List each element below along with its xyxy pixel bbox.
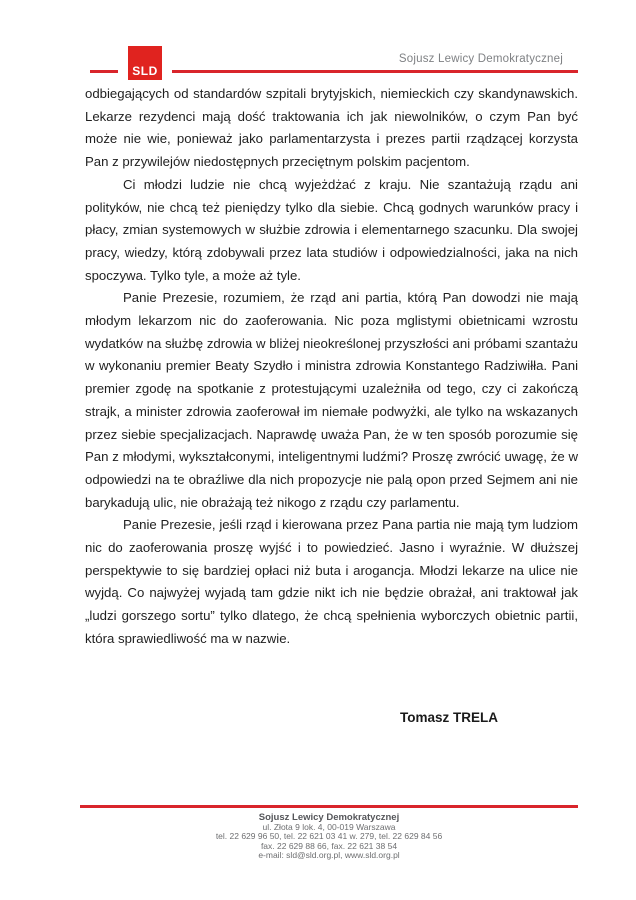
header-org-name: Sojusz Lewicy Demokratycznej <box>398 53 563 65</box>
footer-contact-block <box>80 812 578 860</box>
footer-address: ul. Złota 9 lok. 4, 00-019 Warszawa <box>262 822 396 832</box>
header-dash <box>90 70 118 73</box>
sld-logo-text: SLD <box>132 64 158 78</box>
footer-rule <box>80 805 578 808</box>
sld-logo <box>128 46 162 80</box>
footer-fax: fax. 22 629 88 66, fax. 22 621 38 54 <box>260 840 398 851</box>
footer-email-web: e-mail: sld@sld.org.pl, www.sld.org.pl <box>258 849 400 860</box>
letter-body <box>85 83 578 729</box>
paragraph-1: odbiegających od standardów szpitali brytyjskich, niemieckich czy skandynawskich. Lekarze rezydenci mają dość traktowania ich jak niewolników, o czym Pan być może nie wie, ponieważ jako parlamentarzysta i prezes partii rządzącej korzysta Pan z przywilejów niedostępnych przeciętnym polskim pacjentom. <box>85 86 578 170</box>
paragraph-3: Panie Prezesie, rozumiem, że rząd ani partia, którą Pan dowodzi nie mają młodym lekarzom nic do zaoferowania. Nic poza mglistymi obietnicami wzrostu wydatków na służbę zdrowia w bliżej nieokreślonej przyszłości ani próbami szantażu w wykonaniu premier Beaty Szydło i ministra zdrowia Konstantego Radziwiłła. Pani premier zgodę na spotkanie z protestującymi uzależniła od tego, czy ci zakończą strajk, a minister zdrowia zaoferował im niemałe podwyżki, ale tylko na wskazanych przez siebie specjalizacjach. Naprawdę uważa Pan, że w ten sposób porozumie się Pan z młodymi, wykształconymi, inteligentnymi ludźmi? Proszę zwrócić uwagę, że w odpowiedzi na te obraźliwe dla nich propozycje nie palą opon przed Sejmem ani nie barykadują ulic, nie obrażają też nikogo z rządu czy parlamentu. <box>85 290 578 510</box>
paragraph-4: Panie Prezesie, jeśli rząd i kierowana przez Pana partia nie mają tym ludziom nic do zaoferowania proszę wyjść i to powiedzieć. Jasno i wyraźnie. W dłuższej perspektywie to się bardziej opłaci niż buta i arogancja. Młodzi lekarze na ulice nie wyjdą. Co najwyżej wyjadą tam gdzie nikt ich nie będzie obrażał, ani traktował jak „ludzi gorszego sortu” tylko dlatego, że chcą spełnienia wyborczych obietnic partii, która sprawiedliwość ma w nazwie. <box>85 517 578 646</box>
header-rule <box>172 70 578 73</box>
signature: Tomasz TRELA <box>400 709 499 725</box>
footer-org-name: Sojusz Lewicy Demokratycznej <box>258 812 400 823</box>
footer-phones: tel. 22 629 96 50, tel. 22 621 03 41 w. 279, tel. 22 629 84 56 <box>215 831 443 842</box>
paragraph-2: Ci młodzi ludzie nie chcą wyjeżdżać z kraju. Nie szantażują rządu ani polityków, nie chcą też pieniędzy tylko dla siebie. Chcą godnych warunków pracy i płacy, zmian systemowych w służbie zdrowia i elementarnego szacunku. Dla swojej pracy, wiedzy, którą zdobywali przez lata studiów i odpowiedzialności, jaka na nich spoczywa. Tylko tyle, a może aż tyle. <box>85 176 578 283</box>
